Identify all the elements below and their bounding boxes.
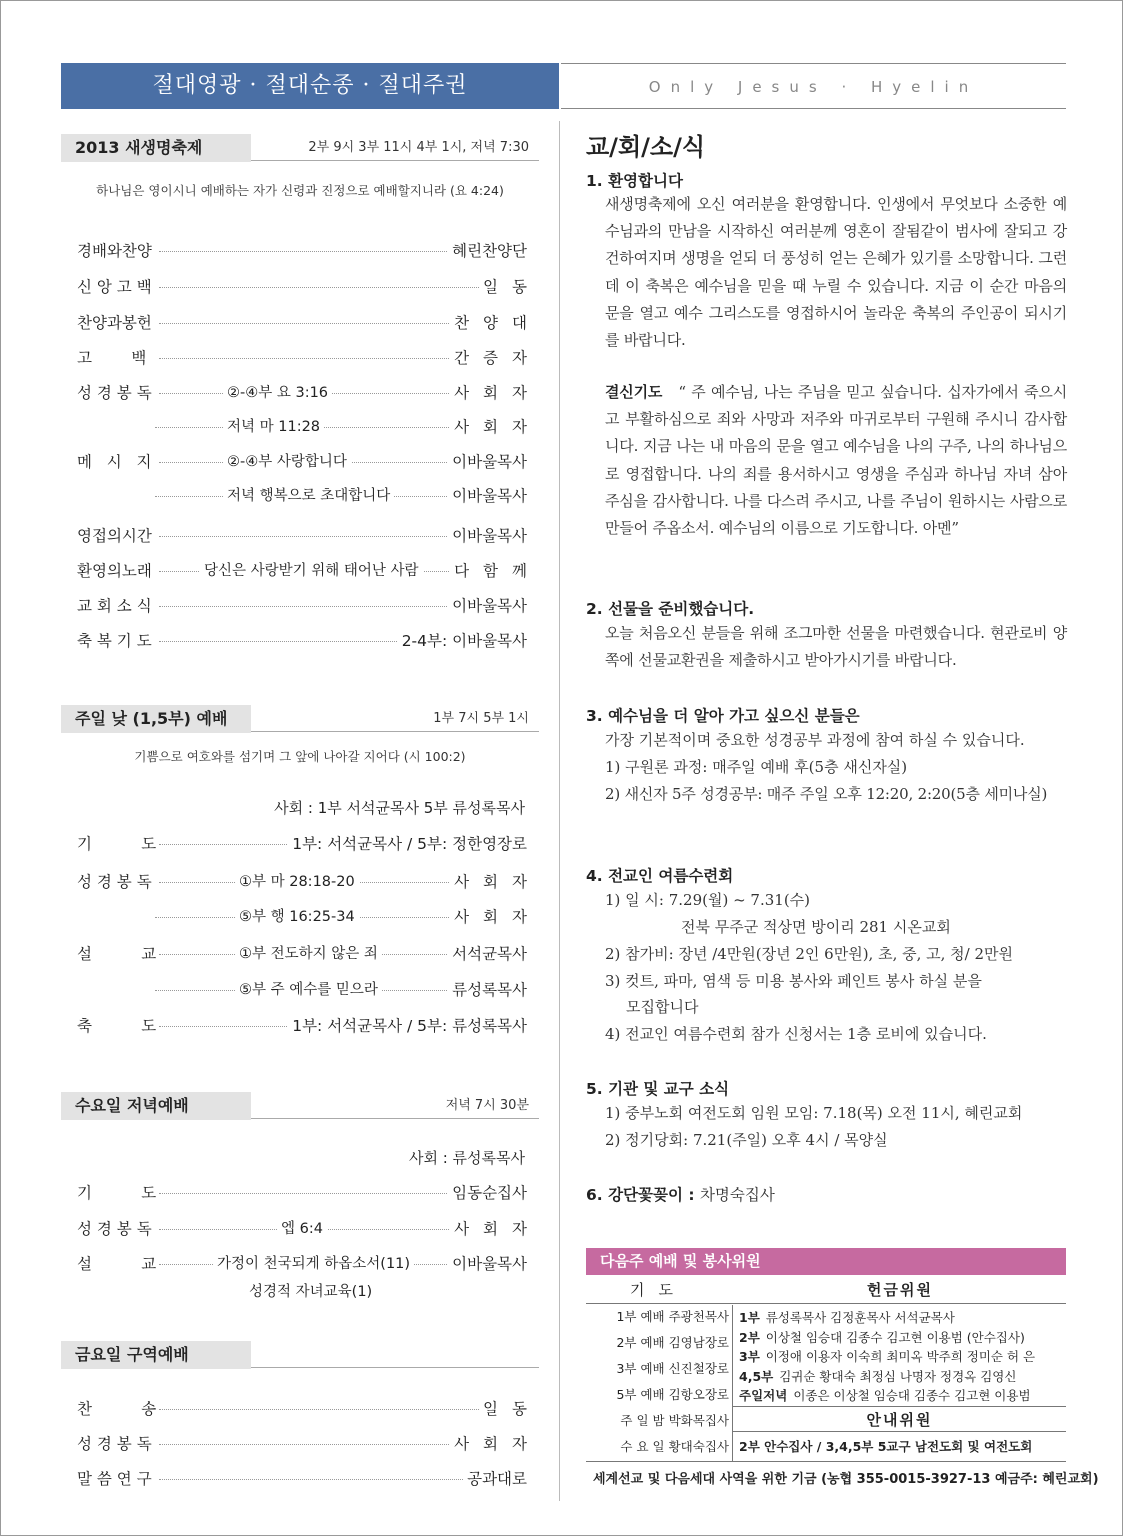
row-label: 성 경 봉 독 xyxy=(77,384,152,402)
row-person: 찬양대 xyxy=(450,311,541,335)
service-row xyxy=(77,484,527,508)
service-row xyxy=(77,832,527,856)
leader-dots xyxy=(159,287,527,288)
offering-row xyxy=(739,1328,1025,1348)
row-person: 류성록목사 xyxy=(448,978,527,1002)
offering-service: 2부 xyxy=(739,1329,760,1345)
prayer-person: 김영남장로 xyxy=(668,1335,729,1350)
row-label: 말 씀 연 구 xyxy=(77,1470,152,1488)
service-row xyxy=(77,275,541,299)
festival-time: 2부 9시 3부 11시 4부 1시, 저녁 7:30 xyxy=(308,140,529,155)
offering-row xyxy=(739,1347,1035,1367)
row-label: 설 교 xyxy=(77,1255,157,1273)
offering-row xyxy=(739,1308,955,1328)
friday-title: 금요일 구역예배 xyxy=(75,1345,189,1364)
tagline: Only Jesus · Hyelin xyxy=(561,63,1066,109)
column-divider xyxy=(559,121,560,1501)
row-person: 사회자 xyxy=(450,1432,541,1456)
prayer-person: 신진철장로 xyxy=(668,1361,729,1376)
row-label: 메 시 지 xyxy=(77,453,152,471)
wednesday-host: 사회 : 류성록목사 xyxy=(408,1149,525,1167)
next-week-columns xyxy=(586,1276,1066,1304)
service-row xyxy=(77,559,541,583)
row-detail: ⑤부 행 16:25-34 xyxy=(235,905,359,929)
service-row xyxy=(77,1252,527,1276)
news-org-item-1: 1) 중부노회 여전도회 임원 모임: 7.18(목) 오전 11시, 혜린교회 xyxy=(605,1104,1023,1122)
news-org-item-2: 2) 정기당회: 7.21(주일) 오후 4시 / 목양실 xyxy=(605,1131,888,1149)
prayer-person: 황대숙집사 xyxy=(668,1439,729,1454)
sunday-host: 사회 : 1부 서석균목사 5부 류성록목사 xyxy=(274,799,525,817)
flower-label: 6. 강단꽃꽂이 : xyxy=(586,1186,695,1204)
news-retreat-item-3b: 모집합니다 xyxy=(626,998,699,1016)
row-label: 성 경 봉 독 xyxy=(77,873,152,891)
row-detail: 저녁 행복으로 초대합니다 xyxy=(223,484,394,508)
wednesday-time: 저녁 7시 30분 xyxy=(445,1098,529,1113)
service-row xyxy=(77,594,527,618)
news-retreat-item-1: 1) 일 시: 7.29(월) ~ 7.31(수) xyxy=(605,891,811,909)
row-detail: ⑤부 주 예수를 믿으라 xyxy=(235,978,382,1002)
offering-names: 이종은 이상철 임승대 김종수 김고현 이용범 xyxy=(793,1388,1031,1403)
festival-title: 2013 새생명축제 xyxy=(75,138,203,157)
service-row xyxy=(77,1432,541,1456)
row-label: 영접의시간 xyxy=(77,527,152,545)
row-detail: ①부 마 28:18-20 xyxy=(235,870,359,894)
service-row xyxy=(77,870,541,894)
row-person: 임동순집사 xyxy=(448,1181,527,1205)
row-label: 축 도 xyxy=(77,1017,157,1035)
prayer-row xyxy=(591,1356,729,1382)
row-person: 1부: 서석균목사 / 5부: 정한영장로 xyxy=(288,832,527,856)
row-detail: 가정이 천국되게 하옵소서(11) xyxy=(213,1252,414,1276)
news-org-heading: 5. 기관 및 교구 소식 xyxy=(586,1080,730,1098)
row-person: 이바울목사 xyxy=(448,1252,527,1276)
offering-row xyxy=(739,1386,1031,1406)
wednesday-sermon-sub: 성경적 자녀교육(1) xyxy=(249,1284,373,1300)
service-row xyxy=(77,415,541,439)
offering-service: 주일저녁 xyxy=(739,1388,788,1403)
sunday-title: 주일 낮 (1,5부) 예배 xyxy=(75,709,228,728)
row-person: 혜린찬양단 xyxy=(448,239,527,263)
row-person: 사회자 xyxy=(450,870,541,894)
row-detail: 저녁 마 11:28 xyxy=(223,415,324,439)
news-study-item-2: 2) 새신자 5주 성경공부: 매주 주일 오후 12:20, 2:20(5층 세미나실) xyxy=(605,785,1048,803)
prayer-person: 박화목집사 xyxy=(668,1413,729,1428)
offering-names: 김귀순 황대숙 최정심 나명자 정경옥 김영신 xyxy=(779,1368,1017,1384)
row-label: 기 도 xyxy=(77,1184,157,1202)
row-person: 일동 xyxy=(479,1397,541,1421)
service-row xyxy=(77,346,541,370)
wednesday-section-header xyxy=(61,1092,539,1120)
news-retreat-item-2: 2) 참가비: 장년 /4만원(장년 2인 6만원), 초, 중, 고, 청/ 2만원 xyxy=(605,945,1014,963)
news-retreat-item-3: 3) 컷트, 파마, 염색 등 미용 봉사와 페인트 봉사 하실 분을 xyxy=(605,972,982,990)
prayer-service: 3부 예배 xyxy=(616,1361,665,1376)
mission-fund: 세계선교 및 다음세대 사역을 위한 기금 (농협 355-0015-3927-13 예금주: 혜린교회) xyxy=(593,1472,1099,1487)
prayer-row xyxy=(591,1304,729,1330)
news-retreat-place: 전북 무주군 적상면 방이리 281 시온교회 xyxy=(681,918,951,936)
news-welcome-body: 새생명축제에 오신 여러분을 환영합니다. 인생에서 무엇보다 소중한 예수님과의 만남을 시작하신 여러분께 영혼이 잘됨같이 범사에 잘되고 강건하여지며 생명을 얻되 더 풍성히 얻는 은혜가 있기를 소망합니다. 그런데 이 축복은 예수님을 믿을 때 누릴 수 있습니다. 지금 이 순간 마음의 문을 열고 예수 그리스도를 영접하시어 놀라운 축복의 주인공이 되시기를 바랍니다. xyxy=(605,195,1067,350)
next-week-header: 다음주 예배 및 봉사위원 xyxy=(586,1248,1066,1275)
service-row xyxy=(77,450,527,474)
row-label: 찬 송 xyxy=(77,1400,157,1418)
news-study-item-1: 1) 구원론 과정: 매주일 예배 후(5층 새신자실) xyxy=(605,758,908,776)
row-person: 서석균목사 xyxy=(448,942,527,966)
sunday-verse: 기쁨으로 여호와를 섬기며 그 앞에 나아갈 지어다 (시 100:2) xyxy=(134,749,466,764)
prayer-service: 주 일 밤 xyxy=(620,1413,665,1428)
offering-names: 류성록목사 김정훈목사 서석균목사 xyxy=(765,1310,955,1325)
news-flower-heading xyxy=(586,1183,775,1205)
offering-names: 이상철 임승대 김종수 김고현 이용범 (안수집사) xyxy=(765,1329,1025,1345)
row-detail: ②-④부 요 3:16 xyxy=(223,381,332,405)
news-welcome-heading: 1. 환영합니다 xyxy=(586,172,683,190)
offering-service: 1부 xyxy=(739,1310,760,1325)
row-label: 고 백 xyxy=(77,349,147,367)
service-row xyxy=(77,978,527,1002)
service-row xyxy=(77,1397,541,1421)
next-week-vline xyxy=(732,1305,733,1461)
prayer-service: 2부 예배 xyxy=(616,1335,665,1350)
col-offering: 헌금위원 xyxy=(867,1281,933,1299)
prayer-row xyxy=(591,1382,729,1408)
usher-text: 2부 안수집사 / 3,4,5부 5교구 남전도회 및 여전도회 xyxy=(739,1439,1033,1454)
row-label: 성 경 봉 독 xyxy=(77,1220,152,1238)
prayer-person: 김항오장로 xyxy=(668,1387,729,1402)
row-person: 이바울목사 xyxy=(448,524,527,548)
row-person: 간증자 xyxy=(450,346,541,370)
row-person: 일동 xyxy=(479,275,541,299)
row-person: 사회자 xyxy=(450,1217,541,1241)
prayer-service: 5부 예배 xyxy=(616,1387,665,1402)
prayer-service: 1부 예배 xyxy=(616,1309,665,1324)
news-gift-heading: 2. 선물을 준비했습니다. xyxy=(586,600,755,618)
news-prayer xyxy=(605,379,1067,542)
row-person: 다함께 xyxy=(450,559,541,583)
news-title: 교/회/소/식 xyxy=(586,133,706,161)
row-person: 1부: 서석균목사 / 5부: 류성록목사 xyxy=(288,1014,527,1038)
service-row xyxy=(77,524,527,548)
row-label: 축 복 기 도 xyxy=(77,632,152,650)
leader-dots xyxy=(159,1409,527,1410)
usher-header: 안내위원 xyxy=(733,1406,1066,1432)
row-person: 사회자 xyxy=(450,381,541,405)
service-row xyxy=(77,239,527,263)
prayer-label: 결신기도 xyxy=(605,383,663,401)
row-detail: 당신은 사랑받기 위해 태어난 사람 xyxy=(200,559,423,583)
row-label: 환영의노래 xyxy=(77,562,152,580)
row-person: 사회자 xyxy=(450,905,541,929)
service-row xyxy=(77,1467,527,1491)
row-label: 찬양과봉헌 xyxy=(77,314,152,332)
row-detail: ①부 전도하지 않은 죄 xyxy=(235,942,382,966)
service-row xyxy=(77,1181,527,1205)
service-row xyxy=(77,1014,527,1038)
row-person: 공과대로 xyxy=(463,1467,527,1491)
col-prayer: 기도 xyxy=(630,1281,687,1299)
row-detail: 엡 6:4 xyxy=(277,1217,327,1241)
row-person: 이바울목사 xyxy=(448,450,527,474)
prayer-row xyxy=(591,1330,729,1356)
offering-row xyxy=(739,1367,1016,1387)
prayer-person: 주광천목사 xyxy=(668,1309,729,1324)
news-retreat-item-4: 4) 전교인 여름수련회 참가 신청서는 1층 로비에 있습니다. xyxy=(605,1025,987,1043)
row-label: 교 회 소 식 xyxy=(77,597,152,615)
row-person: 사회자 xyxy=(450,415,541,439)
wednesday-title: 수요일 저녁예배 xyxy=(75,1096,189,1115)
row-person: 이바울목사 xyxy=(448,594,527,618)
service-row xyxy=(77,629,527,653)
prayer-service: 수 요 일 xyxy=(620,1439,665,1454)
news-study-intro: 가장 기본적이며 중요한 성경공부 과정에 참여 하실 수 있습니다. xyxy=(605,731,1025,749)
row-person: 이바울목사 xyxy=(448,484,527,508)
row-label: 기 도 xyxy=(77,835,157,853)
service-row xyxy=(77,1217,541,1241)
friday-section-header xyxy=(61,1341,539,1369)
service-row xyxy=(77,905,541,929)
flower-value: 차명숙집사 xyxy=(699,1186,775,1204)
festival-verse: 하나님은 영이시니 예배하는 자가 신령과 진정으로 예배할지니라 (요 4:24) xyxy=(96,183,504,198)
prayer-row xyxy=(591,1408,729,1434)
sunday-time: 1부 7시 5부 1시 xyxy=(433,711,529,726)
service-row xyxy=(77,381,541,405)
row-detail: ②-④부 사랑합니다 xyxy=(223,450,351,474)
service-row xyxy=(77,942,527,966)
row-label: 설 교 xyxy=(77,945,157,963)
row-label: 성 경 봉 독 xyxy=(77,1435,152,1453)
service-row xyxy=(77,311,541,335)
offering-service: 4,5부 xyxy=(739,1368,774,1384)
news-gift-body: 오늘 처음오신 분들을 위해 조그마한 선물을 마련했습니다. 현관로비 양쪽에 선물교환권을 제출하시고 받아가시기를 바랍니다. xyxy=(605,624,1067,670)
prayer-body: “ 주 예수님, 나는 주님을 믿고 싶습니다. 십자가에서 죽으시고 부활하심으로 죄와 사망과 저주와 마귀로부터 구원해 주시니 감사합니다. 지금 나는 내 마음의 문을 열고 예수님을 나의 구주, 나의 하나님으로 영접합니다. 나의 죄를 용서하시고 영생을 주심과 하나님 자녀 삼아 주심을 감사합니다. 나를 다스려 주시고, 나를 주님이 원하시는 사람으로 만들어 주옵소서. 예수님의 이름으로 기도합니다. 아멘” xyxy=(605,383,1067,538)
next-week-bottom-line xyxy=(586,1461,1066,1462)
prayer-row xyxy=(591,1434,729,1460)
news-study-heading: 3. 예수님을 더 알아 가고 싶으신 분들은 xyxy=(586,707,860,725)
row-label: 신 앙 고 백 xyxy=(77,278,152,296)
offering-service: 3부 xyxy=(739,1349,760,1364)
news-retreat-heading: 4. 전교인 여름수련회 xyxy=(586,867,734,885)
row-label: 경배와찬양 xyxy=(77,242,152,260)
festival-section-header xyxy=(61,134,539,162)
section-bar-line xyxy=(251,1367,539,1368)
sunday-section-header xyxy=(61,705,539,733)
motto-banner: 절대영광 · 절대순종 · 절대주권 xyxy=(61,63,559,109)
row-person: 2-4부: 이바울목사 xyxy=(398,629,527,653)
offering-names: 이정애 이용자 이숙희 최미옥 박주희 정미순 허 은 xyxy=(765,1349,1036,1364)
